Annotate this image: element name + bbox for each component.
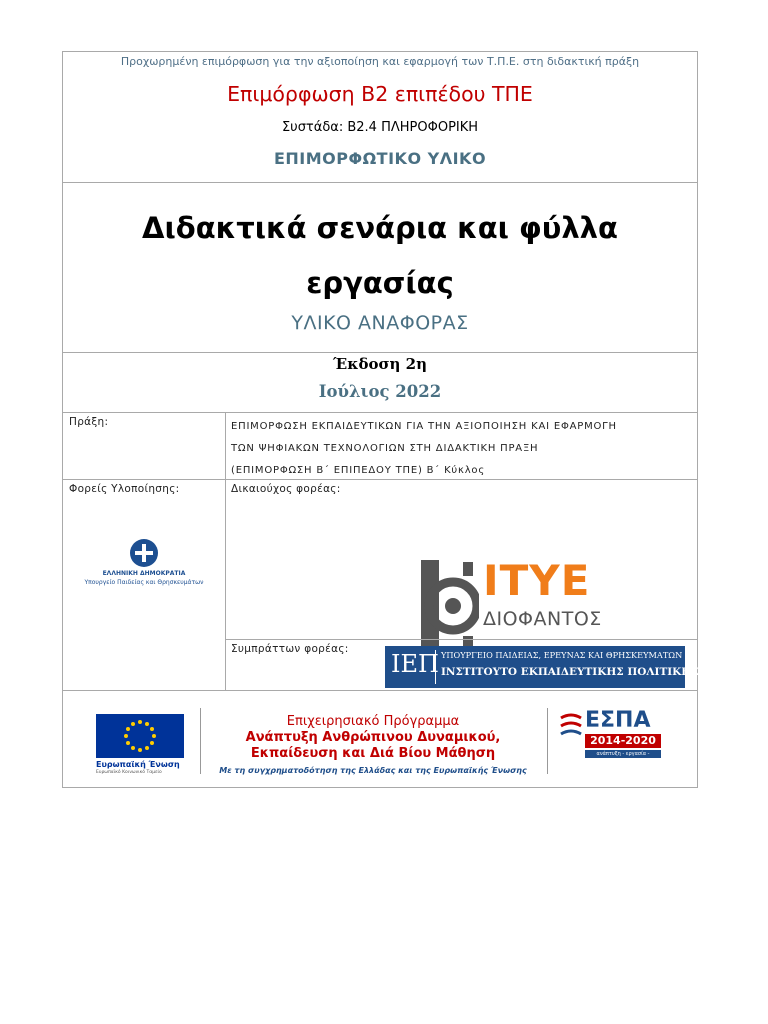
iep-logo-line1: ΥΠΟΥΡΓΕΙΟ ΠΑΙΔΕΙΑΣ, ΕΡΕΥΝΑΣ ΚΑΙ ΘΡΗΣΚΕΥΜΑΤΩΝ — [441, 650, 683, 660]
document-title-line1: Διδακτικά σενάρια και φύλλα — [142, 211, 618, 245]
foreis-label: Φορείς Υλοποίησης: — [69, 483, 180, 495]
foreis-row — [63, 480, 697, 690]
iep-logo — [385, 646, 699, 688]
edition-label: Έκδοση 2η — [333, 355, 427, 373]
program-title: Προχωρημένη επιμόρφωση για την αξιοποίηση και εφαρμογή των Τ.Π.Ε. στη διδακτική πράξη — [120, 55, 640, 68]
eu-logo-line1: Ευρωπαϊκή Ένωση — [96, 760, 180, 769]
material-label: ΕΠΙΜΟΡΦΩΤΙΚΟ ΥΛΙΚΟ — [273, 149, 487, 168]
praxi-label: Πράξη: — [69, 416, 109, 428]
document-title — [83, 201, 677, 311]
iep-logo-separator — [435, 650, 436, 684]
op-line3: Εκπαίδευση και Διά Βίου Μάθηση — [250, 746, 496, 761]
itye-logo — [419, 558, 615, 656]
iep-logo-abbr: ΙΕΠ — [391, 650, 439, 678]
funding-banner — [63, 690, 697, 788]
ministry-logo-line1: ΕΛΛΗΝΙΚΗ ΔΗΜΟΚΡΑΤΙΑ — [102, 570, 186, 577]
itye-logo-sub: ΔΙΟΦΑΝΤΟΣ — [483, 608, 602, 630]
cluster-label: Συστάδα: Β2.4 ΠΛΗΡΟΦΟΡΙΚΗ — [281, 120, 479, 135]
espa-years: 2014-2020 — [585, 734, 661, 748]
banner-divider — [547, 708, 548, 774]
praxi-value — [231, 416, 695, 482]
eu-flag-icon — [96, 714, 184, 758]
cofinance-note: Με τη συγχρηματοδότηση της Ελλάδας και της Ευρωπαϊκής Ένωσης — [219, 766, 527, 775]
ministry-logo — [81, 539, 207, 595]
edition-date: Ιούλιος 2022 — [318, 382, 442, 401]
column-divider — [225, 413, 226, 479]
ministry-logo-line2: Υπουργείο Παιδείας και Θρησκευμάτων — [84, 579, 204, 586]
espa-word: ΕΣΠΑ — [585, 708, 651, 733]
eu-logo — [96, 714, 186, 776]
eu-logo-line2: Ευρωπαϊκό Κοινωνικό Ταμείο — [96, 770, 162, 775]
column-divider — [225, 480, 226, 690]
praxi-line2: ΤΩΝ ΨΗΦΙΑΚΩΝ ΤΕΧΝΟΛΟΓΙΩΝ ΣΤΗ ΔΙΔΑΚΤΙΚΗ ΠΡΑΞΗ — [231, 443, 539, 454]
banner-divider — [200, 708, 201, 774]
itye-gear-icon — [419, 558, 479, 656]
praxi-row — [63, 413, 697, 480]
itye-logo-main: ΙΤΥΕ — [483, 556, 591, 605]
edition-block — [63, 353, 697, 413]
op-line1: Επιχειρησιακό Πρόγραμμα — [286, 714, 460, 729]
partner-label: Συμπράττων φορέας: — [231, 643, 349, 655]
partner-divider — [225, 639, 697, 640]
reference-material-label: ΥΛΙΚΟ ΑΝΑΦΟΡΑΣ — [291, 312, 469, 334]
title-block — [63, 183, 697, 353]
iep-logo-line2: ΙΝΣΤΙΤΟΥΤΟ ΕΚΠΑΙΔΕΥΤΙΚΗΣ ΠΟΛΙΤΙΚΗΣ — [441, 666, 699, 678]
beneficiary-label: Δικαιούχος φορέας: — [231, 483, 341, 495]
espa-tagline: ανάπτυξη - εργασία - αλληλεγγύη — [585, 750, 661, 758]
praxi-line3: (ΕΠΙΜΟΡΦΩΣΗ Β΄ ΕΠΙΠΕΔΟΥ ΤΠΕ) Β΄ Κύκλος — [231, 465, 486, 476]
eu-stars-icon — [96, 714, 184, 758]
cover-page — [62, 51, 698, 788]
espa-waves-icon — [559, 712, 583, 742]
header-block — [63, 52, 697, 183]
op-line2: Ανάπτυξη Ανθρώπινου Δυναμικού, — [245, 730, 501, 745]
course-title: Επιμόρφωση Β2 επιπέδου ΤΠΕ — [227, 82, 533, 106]
praxi-line1: ΕΠΙΜΟΡΦΩΣΗ ΕΚΠΑΙΔΕΥΤΙΚΩΝ ΓΙΑ ΤΗΝ ΑΞΙΟΠΟΙΗΣΗ ΚΑΙ ΕΦΑΡΜΟΓΗ — [231, 421, 617, 432]
greek-emblem-icon — [130, 539, 158, 567]
espa-logo — [559, 710, 669, 766]
document-title-line2: εργασίας — [306, 266, 454, 300]
